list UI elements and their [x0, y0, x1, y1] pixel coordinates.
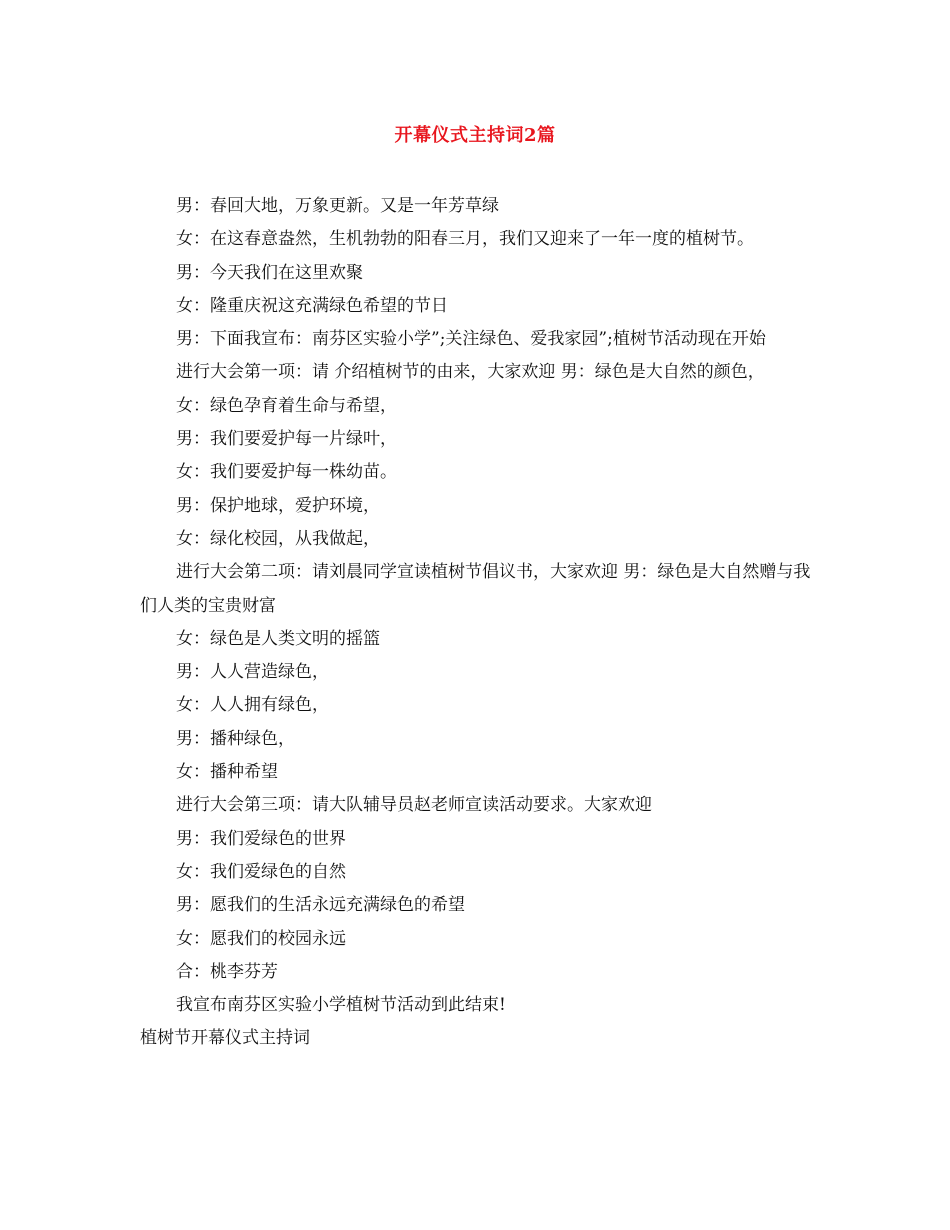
paragraph: 男：播种绿色， — [176, 728, 295, 749]
paragraph: 女：隆重庆祝这充满绿色希望的节日 — [176, 295, 448, 316]
paragraph: 女：愿我们的校园永远 — [176, 928, 346, 949]
paragraph: 男：下面我宣布：南芬区实验小学”;关注绿色、爱我家园”;植树节活动现在开始 — [176, 329, 766, 350]
paragraph: 男：我们爱绿色的世界 — [176, 828, 346, 849]
paragraph: 我宣布南芬区实验小学植树节活动到此结束! — [176, 995, 506, 1016]
paragraph: 男：保护地球，爱护环境， — [176, 495, 380, 516]
paragraph: 合：桃李芬芳 — [176, 961, 278, 982]
paragraph: 女：绿色是人类文明的摇篮 — [176, 628, 380, 649]
paragraph: 女：我们爱绿色的自然 — [176, 861, 346, 882]
paragraph: 男：愿我们的生活永远充满绿色的希望 — [176, 895, 465, 916]
paragraph: 女：绿色孕育着生命与希望， — [176, 395, 397, 416]
paragraph: 进行大会第三项：请大队辅导员赵老师宣读活动要求。大家欢迎 — [176, 795, 652, 816]
paragraph: 女：在这春意盎然，生机勃勃的阳春三月，我们又迎来了一年一度的植树节。 — [176, 229, 754, 250]
document-body — [140, 190, 820, 1056]
paragraph: 女：绿化校园，从我做起， — [176, 528, 380, 549]
section-heading: 植树节开幕仪式主持词 — [140, 1028, 310, 1049]
paragraph: 男：人人营造绿色， — [176, 662, 329, 683]
document-title: 开幕仪式主持词2篇 — [394, 125, 556, 146]
paragraph: 女：我们要爱护每一株幼苗。 — [176, 462, 397, 483]
paragraph: 进行大会第二项：请刘晨同学宣读植树节倡议书，大家欢迎 男：绿色是大自然赠与我们人类的宝贵财富 — [140, 562, 811, 616]
paragraph: 男：春回大地，万象更新。又是一年芳草绿 — [176, 196, 499, 216]
paragraph: 男：我们要爱护每一片绿叶， — [176, 429, 397, 450]
paragraph: 女：播种希望 — [176, 762, 278, 783]
paragraph: 女：人人拥有绿色， — [176, 695, 329, 716]
paragraph: 男：今天我们在这里欢聚 — [176, 262, 363, 283]
paragraph: 进行大会第一项：请 介绍植树节的由来，大家欢迎 男：绿色是大自然的颜色， — [176, 362, 765, 383]
